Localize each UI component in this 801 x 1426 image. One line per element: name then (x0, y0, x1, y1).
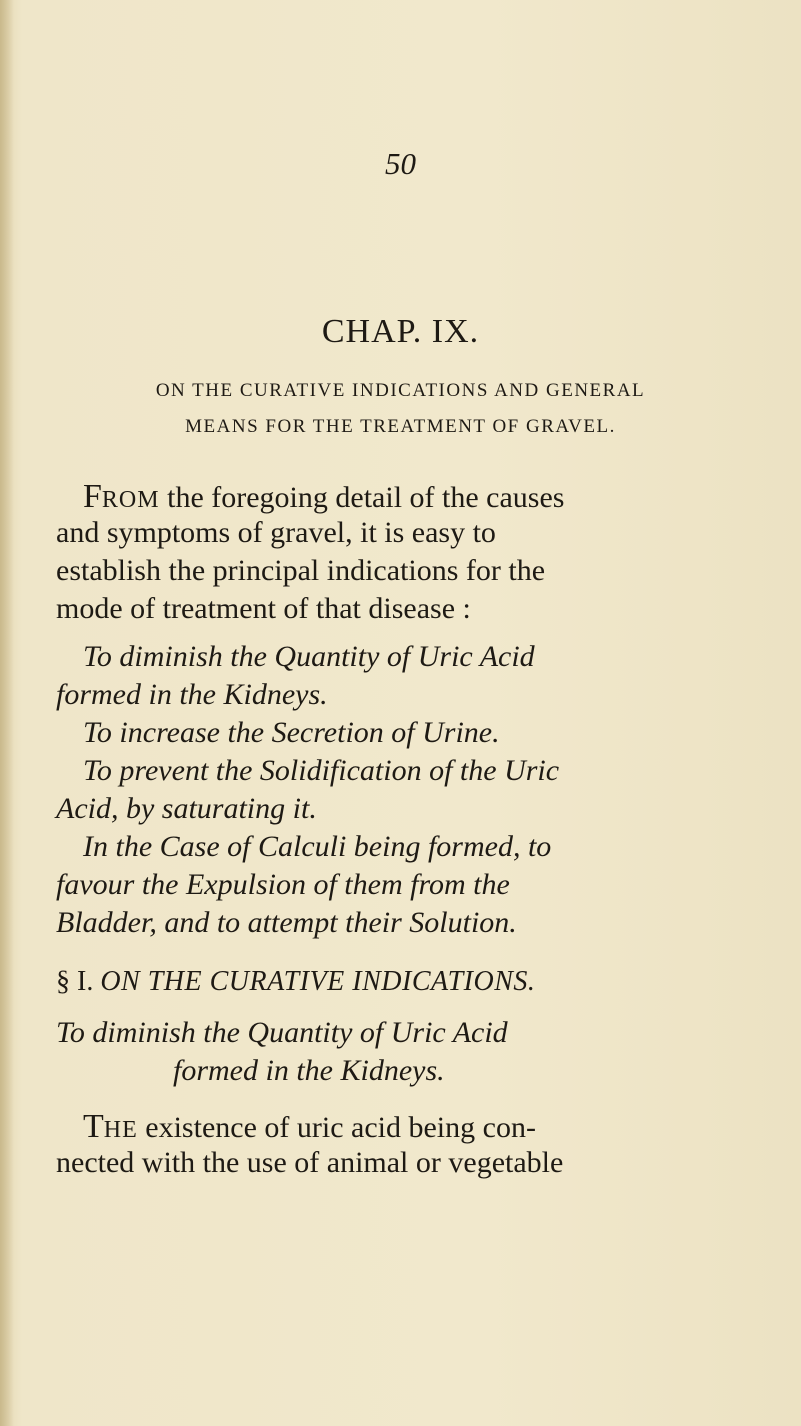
intro-smallcaps: ROM (101, 487, 160, 513)
paragraph-line-1-text: existence of uric acid being con- (137, 1111, 536, 1144)
paragraph-line-2: nected with the use of animal or vegetable (56, 1146, 564, 1179)
paragraph-first-letter: T (83, 1108, 104, 1145)
intro-dropcap: F (83, 478, 102, 515)
page-number: 50 (385, 146, 416, 181)
indication-1-line-1: To diminish the Quantity of Uric Acid (83, 640, 535, 673)
chapter-subtitle-line-2: MEANS FOR THE TREATMENT OF GRAVEL. (185, 416, 616, 437)
indication-1-line-2: formed in the Kidneys. (56, 678, 328, 711)
paragraph-line-1 (83, 1108, 536, 1146)
page-gutter-shadow (0, 0, 14, 1426)
paragraph-smallcaps: HE (103, 1117, 138, 1143)
intro-line-1 (83, 478, 564, 516)
chapter-subtitle-line-1: ON THE CURATIVE INDICATIONS AND GENERAL (155, 380, 646, 401)
intro-line-4: mode of treatment of that disease : (56, 592, 471, 625)
section-title: ON THE CURATIVE INDICATIONS. (100, 966, 536, 997)
indication-2: To increase the Secretion of Urine. (83, 716, 500, 749)
section-mark: § I. (56, 966, 94, 997)
indication-4-line-1: In the Case of Calculi being formed, to (83, 830, 552, 863)
subheading-line-2: formed in the Kidneys. (173, 1054, 445, 1087)
indication-3-line-1: To prevent the Solidification of the Uric (83, 754, 560, 787)
section-heading (56, 966, 535, 998)
chapter-title: CHAP. IX. (321, 313, 480, 350)
intro-line-2: and symptoms of gravel, it is easy to (56, 516, 496, 549)
subheading-line-1: To diminish the Quantity of Uric Acid (56, 1016, 508, 1049)
intro-line-1-text: the foregoing detail of the causes (159, 481, 565, 514)
indication-3-line-2: Acid, by saturating it. (56, 792, 317, 825)
intro-line-3: establish the principal indications for the (56, 554, 546, 587)
indication-4-line-3: Bladder, and to attempt their Solution. (56, 906, 517, 939)
indication-4-line-2: favour the Expulsion of them from the (56, 868, 510, 901)
